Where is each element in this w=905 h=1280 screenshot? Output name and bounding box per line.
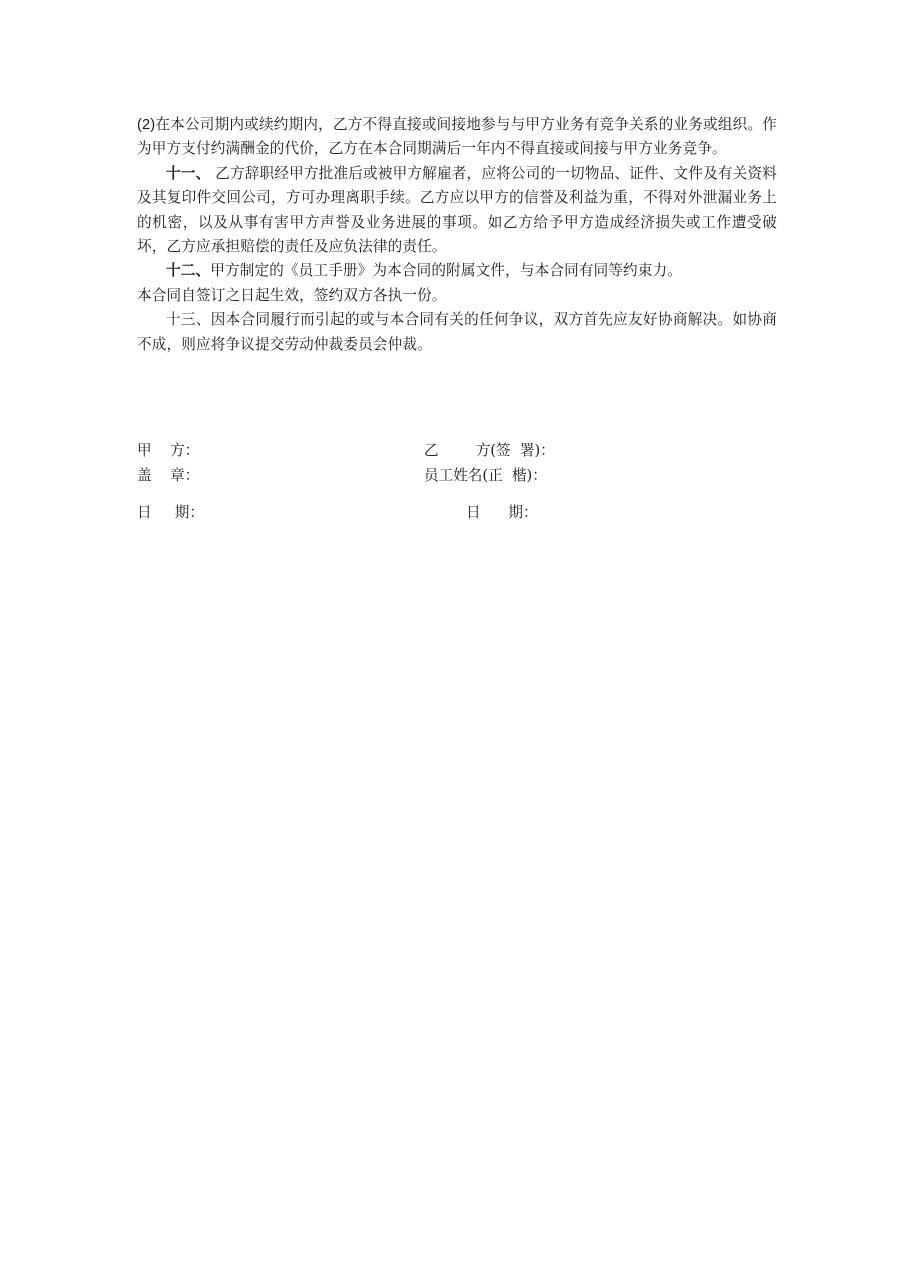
clause-2-paragraph bbox=[137, 113, 777, 162]
effective-paragraph: 本合同自签订之日起生效，签约双方各执一份。 bbox=[137, 286, 447, 304]
party-b-signature-label: 乙 方(签 署)： bbox=[424, 442, 555, 459]
contract-body bbox=[137, 113, 777, 357]
clause-13-paragraph: 十三、因本合同履行而引起的或与本合同有关的任何争议，双方首先应友好协商解决。如协商不成，则应将争议提交劳动仲裁委员会仲裁。 bbox=[137, 311, 777, 353]
clause-2-text: 在本公司期内或续约期内，乙方不得直接或间接地参与与甲方业务有竞争关系的业务或组织。作为甲方支付约满酬金的代价，乙方在本合同期满后一年内不得直接或间接与甲方业务竞争。 bbox=[137, 116, 777, 158]
party-b-date-label: 日 期： bbox=[466, 504, 538, 521]
clause-12-paragraph bbox=[137, 259, 777, 283]
seal-label: 盖 章： bbox=[137, 467, 200, 484]
clause-12-text: 甲方制定的《员工手册》为本合同的附属文件，与本合同有同等约束力。 bbox=[210, 262, 683, 280]
party-a-label: 甲 方： bbox=[137, 442, 200, 459]
clause-12-heading: 十二、 bbox=[166, 262, 211, 280]
clause-11-text: 乙方辞职经甲方批准后或被甲方解雇者，应将公司的一切物品、证件、文件及有关资料及其复印件交回公司，方可办理离职手续。乙方应以甲方的信誉及利益为重，不得对外泄漏业务上的机密，以及从事有害甲方声誉及业务进展的事项。如乙方给予甲方造成经济损失或工作遭受破坏，乙方应承担赔偿的责任及应负法律的责任。 bbox=[137, 164, 777, 256]
employee-name-label: 员工姓名(正 楷)： bbox=[424, 467, 547, 484]
clause-11-heading: 十一、 bbox=[166, 164, 211, 182]
party-a-date-label: 日 期： bbox=[137, 504, 204, 521]
clause-11-paragraph bbox=[137, 162, 777, 260]
clause-2-prefix: (2) bbox=[137, 117, 156, 133]
